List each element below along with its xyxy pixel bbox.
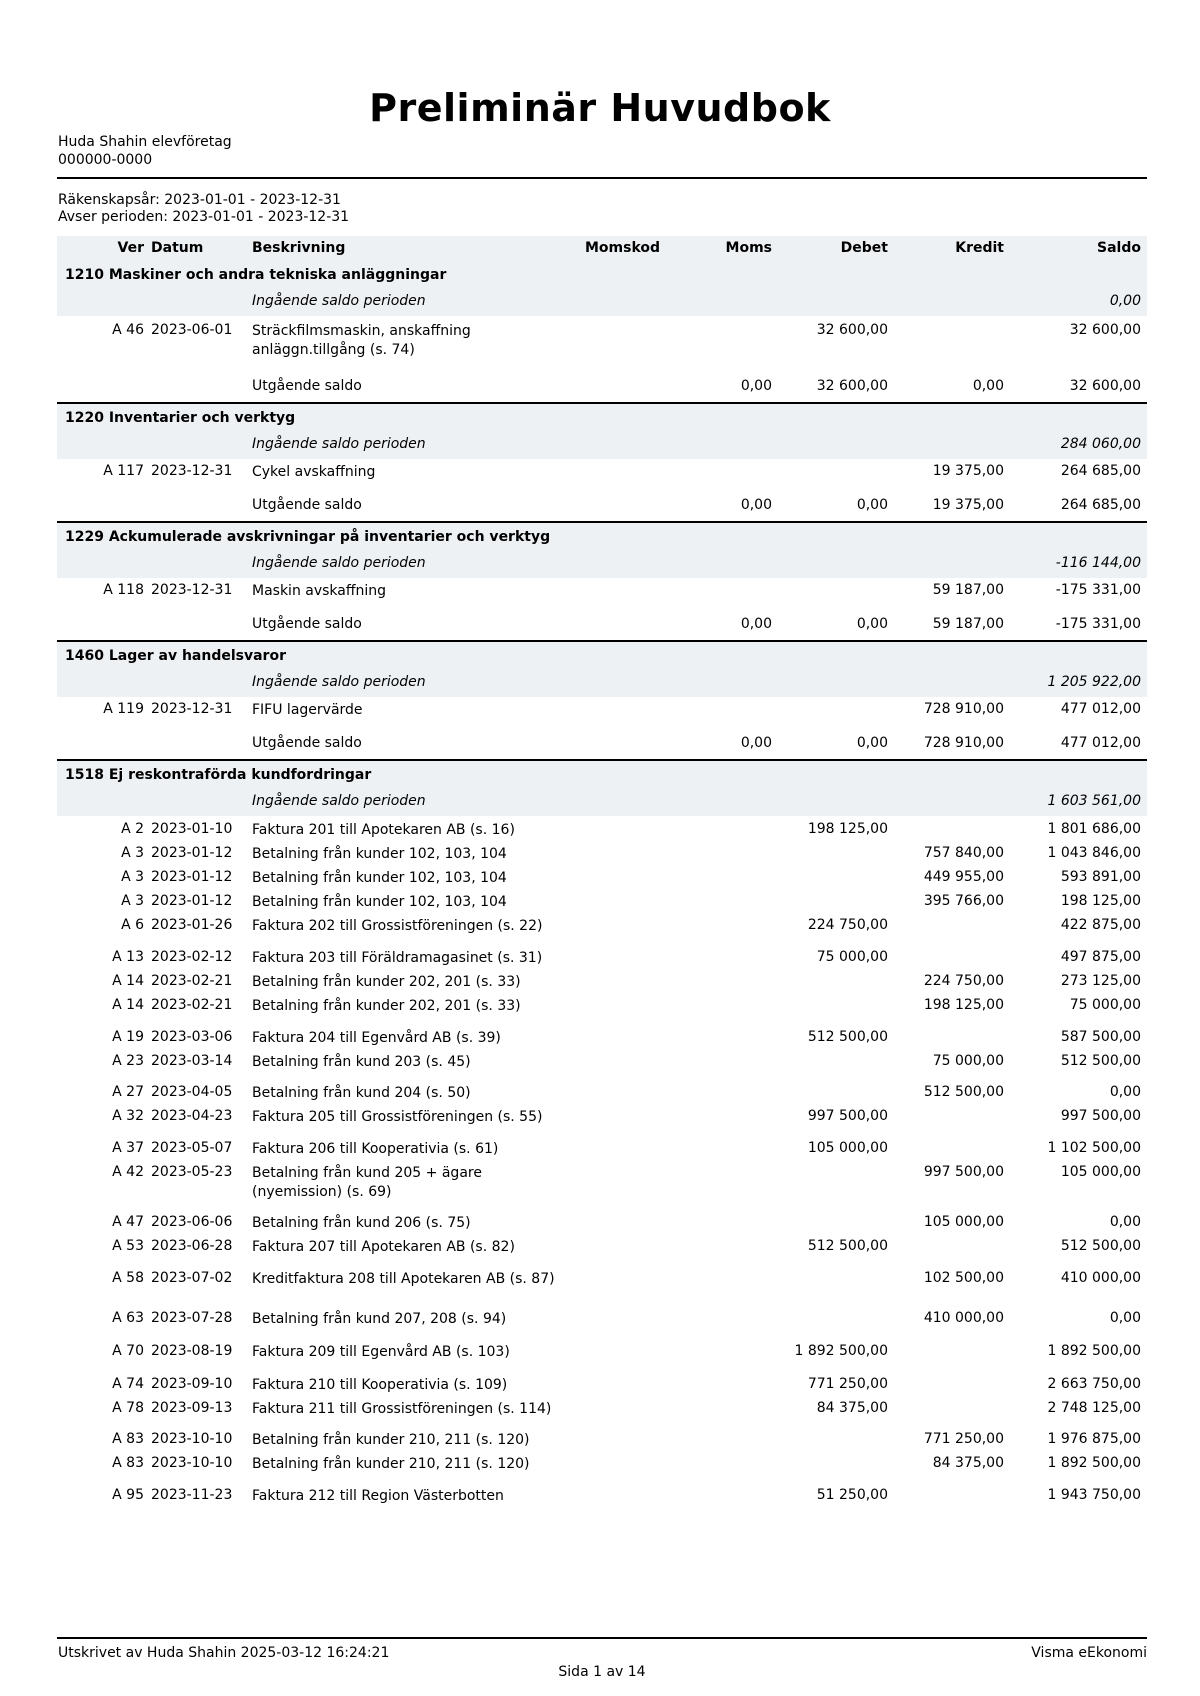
saldo-amount: 587 500,00 [1060, 1029, 1141, 1045]
saldo-amount: 32 600,00 [1069, 322, 1141, 338]
table-row [57, 1140, 1147, 1164]
closing-debet: 0,00 [856, 616, 888, 632]
table-row [57, 1431, 1147, 1455]
closing-moms: 0,00 [740, 735, 772, 751]
kredit-amount: 198 125,00 [923, 997, 1004, 1013]
table-row [57, 322, 1147, 370]
fiscal-year: Räkenskapsår: 2023-01-01 - 2023-12-31 [58, 192, 341, 208]
opening-balance-row [57, 670, 1147, 697]
ver-number: A 14 [112, 973, 144, 989]
closing-label: Utgående saldo [252, 497, 362, 513]
entry-description: Faktura 212 till Region Västerbotten [252, 1488, 504, 1504]
entry-description: Betalning från kunder 102, 103, 104 [252, 894, 507, 910]
kredit-amount: 757 840,00 [923, 845, 1004, 861]
entry-description: FIFU lagervärde [252, 702, 363, 718]
entry-description: Faktura 204 till Egenvård AB (s. 39) [252, 1030, 501, 1046]
entry-date: 2023-07-28 [151, 1310, 233, 1326]
kredit-amount: 102 500,00 [923, 1270, 1004, 1286]
entry-date: 2023-06-01 [151, 322, 233, 338]
kredit-amount: 59 187,00 [932, 582, 1004, 598]
entry-date: 2023-08-19 [151, 1343, 233, 1359]
ver-number: A 63 [112, 1310, 144, 1326]
entry-date: 2023-12-31 [151, 463, 233, 479]
ver-number: A 27 [112, 1084, 144, 1100]
ver-number: A 6 [121, 917, 144, 933]
saldo-amount: 512 500,00 [1060, 1053, 1141, 1069]
ledger-body [57, 261, 1147, 1511]
closing-kredit: 59 187,00 [932, 616, 1004, 632]
kredit-amount: 449 955,00 [923, 869, 1004, 885]
table-row [57, 821, 1147, 845]
entry-date: 2023-01-12 [151, 845, 233, 861]
closing-balance-row [57, 370, 1147, 404]
opening-label: Ingående saldo perioden [252, 674, 426, 690]
entry-description: Faktura 210 till Kooperativia (s. 109) [252, 1377, 508, 1393]
kredit-amount: 410 000,00 [923, 1310, 1004, 1326]
col-debet: Debet [840, 240, 888, 256]
account-title: 1518 Ej reskontraförda kundfordringar [65, 767, 372, 783]
ver-number: A 13 [112, 949, 144, 965]
page-footer [57, 1637, 1147, 1680]
entry-date: 2023-01-12 [151, 869, 233, 885]
ver-number: A 37 [112, 1140, 144, 1156]
opening-label: Ingående saldo perioden [252, 793, 426, 809]
ver-number: A 3 [121, 869, 144, 885]
debet-amount: 512 500,00 [807, 1029, 888, 1045]
account-heading [57, 761, 1147, 789]
ver-number: A 83 [112, 1431, 144, 1447]
opening-balance-row [57, 289, 1147, 316]
debet-amount: 105 000,00 [807, 1140, 888, 1156]
table-row [57, 1400, 1147, 1424]
ver-number: A 74 [112, 1376, 144, 1392]
account-heading [57, 404, 1147, 432]
entry-description: Maskin avskaffning [252, 583, 387, 599]
closing-moms: 0,00 [740, 497, 772, 513]
opening-balance-row [57, 551, 1147, 578]
closing-balance-row [57, 489, 1147, 523]
table-row [57, 997, 1147, 1021]
opening-balance: 0,00 [1109, 293, 1141, 309]
entry-date: 2023-04-23 [151, 1108, 233, 1124]
debet-amount: 997 500,00 [807, 1108, 888, 1124]
period-info [58, 192, 349, 226]
entry-description: Faktura 203 till Föräldramagasinet (s. 31) [252, 950, 543, 966]
entry-date: 2023-12-31 [151, 701, 233, 717]
saldo-amount: 497 875,00 [1060, 949, 1141, 965]
table-row [57, 1108, 1147, 1132]
entry-description: Betalning från kund 204 (s. 50) [252, 1085, 471, 1101]
entry-description: Cykel avskaffning [252, 464, 376, 480]
opening-balance-row [57, 432, 1147, 459]
entry-date: 2023-10-10 [151, 1431, 233, 1447]
company-org-nr: 000000-0000 [58, 152, 153, 168]
debet-amount: 512 500,00 [807, 1238, 888, 1254]
ver-number: A 19 [112, 1029, 144, 1045]
account-heading [57, 261, 1147, 289]
table-header [57, 236, 1147, 261]
saldo-amount: 1 043 846,00 [1047, 845, 1141, 861]
entry-date: 2023-05-23 [151, 1164, 233, 1180]
entry-description: Betalning från kund 203 (s. 45) [252, 1054, 471, 1070]
entry-description: Betalning från kunder 202, 201 (s. 33) [252, 998, 521, 1014]
col-ver: Ver [117, 240, 144, 256]
debet-amount: 51 250,00 [816, 1487, 888, 1503]
entry-description: Faktura 202 till Grossistföreningen (s. 22) [252, 918, 543, 934]
debet-amount: 224 750,00 [807, 917, 888, 933]
entry-description: Faktura 207 till Apotekaren AB (s. 82) [252, 1239, 515, 1255]
ver-number: A 46 [112, 322, 144, 338]
entry-date: 2023-06-28 [151, 1238, 233, 1254]
entry-date: 2023-10-10 [151, 1455, 233, 1471]
saldo-amount: 0,00 [1109, 1214, 1141, 1230]
table-row [57, 1238, 1147, 1262]
entry-description: Faktura 205 till Grossistföreningen (s. 55) [252, 1109, 543, 1125]
software-name: Visma eEkonomi [1031, 1645, 1147, 1661]
account-title: 1460 Lager av handelsvaror [65, 648, 286, 664]
saldo-amount: 105 000,00 [1060, 1164, 1141, 1180]
table-row [57, 1053, 1147, 1077]
ver-number: A 117 [103, 463, 144, 479]
table-row [57, 701, 1147, 727]
ver-number: A 14 [112, 997, 144, 1013]
ver-number: A 119 [103, 701, 144, 717]
entry-description: Faktura 206 till Kooperativia (s. 61) [252, 1141, 499, 1157]
col-momskod: Momskod [585, 240, 661, 256]
table-row [57, 1310, 1147, 1334]
kredit-amount: 395 766,00 [923, 893, 1004, 909]
entry-description: Faktura 201 till Apotekaren AB (s. 16) [252, 822, 515, 838]
table-row [57, 1214, 1147, 1238]
kredit-amount: 84 375,00 [932, 1455, 1004, 1471]
saldo-amount: 422 875,00 [1060, 917, 1141, 933]
account-title: 1220 Inventarier och verktyg [65, 410, 296, 426]
page-number: Sida 1 av 14 [558, 1664, 646, 1680]
company-info [58, 133, 232, 169]
saldo-amount: 410 000,00 [1060, 1270, 1141, 1286]
ver-number: A 2 [121, 821, 144, 837]
saldo-amount: 2 748 125,00 [1047, 1400, 1141, 1416]
entry-description: Betalning från kunder 102, 103, 104 [252, 846, 507, 862]
entry-date: 2023-07-02 [151, 1270, 233, 1286]
saldo-amount: 512 500,00 [1060, 1238, 1141, 1254]
col-saldo: Saldo [1097, 240, 1141, 256]
col-kredit: Kredit [955, 240, 1004, 256]
closing-label: Utgående saldo [252, 616, 362, 632]
table-row [57, 463, 1147, 489]
entry-date: 2023-03-14 [151, 1053, 233, 1069]
saldo-amount: 273 125,00 [1060, 973, 1141, 989]
entry-date: 2023-05-07 [151, 1140, 233, 1156]
entry-description: Betalning från kund 206 (s. 75) [252, 1215, 471, 1231]
kredit-amount: 512 500,00 [923, 1084, 1004, 1100]
opening-label: Ingående saldo perioden [252, 436, 426, 452]
table-row [57, 1455, 1147, 1479]
entry-date: 2023-01-12 [151, 893, 233, 909]
opening-balance: -116 144,00 [1055, 555, 1141, 571]
closing-moms: 0,00 [740, 616, 772, 632]
table-row [57, 1487, 1147, 1511]
ver-number: A 3 [121, 845, 144, 861]
entry-date: 2023-02-21 [151, 973, 233, 989]
header-divider [57, 177, 1147, 179]
saldo-amount: 198 125,00 [1060, 893, 1141, 909]
debet-amount: 1 892 500,00 [794, 1343, 888, 1359]
entry-date: 2023-06-06 [151, 1214, 233, 1230]
entry-description: Betalning från kund 205 + ägare (nyemission) (s. 69) [252, 1165, 482, 1200]
table-row [57, 845, 1147, 869]
saldo-amount: 593 891,00 [1060, 869, 1141, 885]
saldo-amount: 1 943 750,00 [1047, 1487, 1141, 1503]
closing-kredit: 0,00 [972, 378, 1004, 394]
table-row [57, 1270, 1147, 1310]
entry-date: 2023-02-21 [151, 997, 233, 1013]
entry-date: 2023-09-13 [151, 1400, 233, 1416]
entry-description: Faktura 209 till Egenvård AB (s. 103) [252, 1344, 510, 1360]
col-desc: Beskrivning [252, 240, 346, 256]
ver-number: A 78 [112, 1400, 144, 1416]
saldo-amount: 2 663 750,00 [1047, 1376, 1141, 1392]
account-title: 1229 Ackumulerade avskrivningar på inventarier och verktyg [65, 529, 551, 545]
entry-description: Betalning från kunder 210, 211 (s. 120) [252, 1456, 530, 1472]
entry-description: Betalning från kunder 210, 211 (s. 120) [252, 1432, 530, 1448]
entry-date: 2023-01-10 [151, 821, 233, 837]
col-date: Datum [151, 240, 204, 256]
saldo-amount: 75 000,00 [1069, 997, 1141, 1013]
entry-date: 2023-03-06 [151, 1029, 233, 1045]
ver-number: A 42 [112, 1164, 144, 1180]
entry-description: Betalning från kunder 202, 201 (s. 33) [252, 974, 521, 990]
printed-by: Utskrivet av Huda Shahin 2025-03-12 16:24:21 [58, 1645, 390, 1661]
entry-description: Betalning från kund 207, 208 (s. 94) [252, 1311, 507, 1327]
kredit-amount: 105 000,00 [923, 1214, 1004, 1230]
table-row [57, 1084, 1147, 1108]
debet-amount: 84 375,00 [816, 1400, 888, 1416]
table-row [57, 917, 1147, 941]
entry-description: Faktura 211 till Grossistföreningen (s. 114) [252, 1401, 552, 1417]
closing-debet: 0,00 [856, 735, 888, 751]
ver-number: A 3 [121, 893, 144, 909]
ver-number: A 70 [112, 1343, 144, 1359]
table-row [57, 1376, 1147, 1400]
kredit-amount: 75 000,00 [932, 1053, 1004, 1069]
closing-saldo: 264 685,00 [1060, 497, 1141, 513]
opening-balance: 1 205 922,00 [1047, 674, 1141, 690]
report-period: Avser perioden: 2023-01-01 - 2023-12-31 [58, 209, 350, 225]
saldo-amount: 1 892 500,00 [1047, 1455, 1141, 1471]
opening-balance: 284 060,00 [1060, 436, 1141, 452]
saldo-amount: 0,00 [1109, 1310, 1141, 1326]
kredit-amount: 997 500,00 [923, 1164, 1004, 1180]
opening-label: Ingående saldo perioden [252, 555, 426, 571]
table-row [57, 1164, 1147, 1208]
ledger-table [57, 236, 1147, 1511]
closing-debet: 0,00 [856, 497, 888, 513]
table-row [57, 1029, 1147, 1053]
kredit-amount: 728 910,00 [923, 701, 1004, 717]
account-heading [57, 523, 1147, 551]
entry-date: 2023-11-23 [151, 1487, 233, 1503]
debet-amount: 771 250,00 [807, 1376, 888, 1392]
ver-number: A 32 [112, 1108, 144, 1124]
saldo-amount: 477 012,00 [1060, 701, 1141, 717]
closing-balance-row [57, 727, 1147, 761]
kredit-amount: 19 375,00 [932, 463, 1004, 479]
table-row [57, 1343, 1147, 1367]
kredit-amount: 224 750,00 [923, 973, 1004, 989]
entry-description: Sträckfilmsmaskin, anskaffning anläggn.tillgång (s. 74) [252, 323, 471, 358]
ver-number: A 83 [112, 1455, 144, 1471]
closing-kredit: 728 910,00 [923, 735, 1004, 751]
closing-debet: 32 600,00 [816, 378, 888, 394]
account-heading [57, 642, 1147, 670]
saldo-amount: -175 331,00 [1055, 582, 1141, 598]
saldo-amount: 1 892 500,00 [1047, 1343, 1141, 1359]
table-row [57, 869, 1147, 893]
closing-label: Utgående saldo [252, 735, 362, 751]
entry-description: Kreditfaktura 208 till Apotekaren AB (s. 87) [252, 1271, 555, 1287]
report-title: Preliminär Huvudbok [369, 86, 831, 130]
entry-date: 2023-12-31 [151, 582, 233, 598]
kredit-amount: 771 250,00 [923, 1431, 1004, 1447]
table-row [57, 582, 1147, 608]
entry-date: 2023-04-05 [151, 1084, 233, 1100]
closing-saldo: -175 331,00 [1055, 616, 1141, 632]
opening-label: Ingående saldo perioden [252, 293, 426, 309]
ver-number: A 53 [112, 1238, 144, 1254]
ver-number: A 95 [112, 1487, 144, 1503]
saldo-amount: 0,00 [1109, 1084, 1141, 1100]
ver-number: A 23 [112, 1053, 144, 1069]
table-row [57, 949, 1147, 973]
closing-moms: 0,00 [740, 378, 772, 394]
table-row [57, 893, 1147, 917]
company-name: Huda Shahin elevföretag [58, 134, 232, 150]
debet-amount: 32 600,00 [816, 322, 888, 338]
debet-amount: 198 125,00 [807, 821, 888, 837]
entry-date: 2023-09-10 [151, 1376, 233, 1392]
account-title: 1210 Maskiner och andra tekniska anläggningar [65, 267, 447, 283]
col-moms: Moms [725, 240, 772, 256]
debet-amount: 75 000,00 [816, 949, 888, 965]
saldo-amount: 1 801 686,00 [1047, 821, 1141, 837]
ver-number: A 58 [112, 1270, 144, 1286]
saldo-amount: 264 685,00 [1060, 463, 1141, 479]
closing-balance-row [57, 608, 1147, 642]
ver-number: A 47 [112, 1214, 144, 1230]
entry-date: 2023-01-26 [151, 917, 233, 933]
saldo-amount: 1 102 500,00 [1047, 1140, 1141, 1156]
saldo-amount: 997 500,00 [1060, 1108, 1141, 1124]
entry-date: 2023-02-12 [151, 949, 233, 965]
closing-saldo: 477 012,00 [1060, 735, 1141, 751]
closing-saldo: 32 600,00 [1069, 378, 1141, 394]
table-row [57, 973, 1147, 997]
opening-balance: 1 603 561,00 [1047, 793, 1141, 809]
ver-number: A 118 [103, 582, 144, 598]
closing-label: Utgående saldo [252, 378, 362, 394]
saldo-amount: 1 976 875,00 [1047, 1431, 1141, 1447]
entry-description: Betalning från kunder 102, 103, 104 [252, 870, 507, 886]
opening-balance-row [57, 789, 1147, 816]
closing-kredit: 19 375,00 [932, 497, 1004, 513]
